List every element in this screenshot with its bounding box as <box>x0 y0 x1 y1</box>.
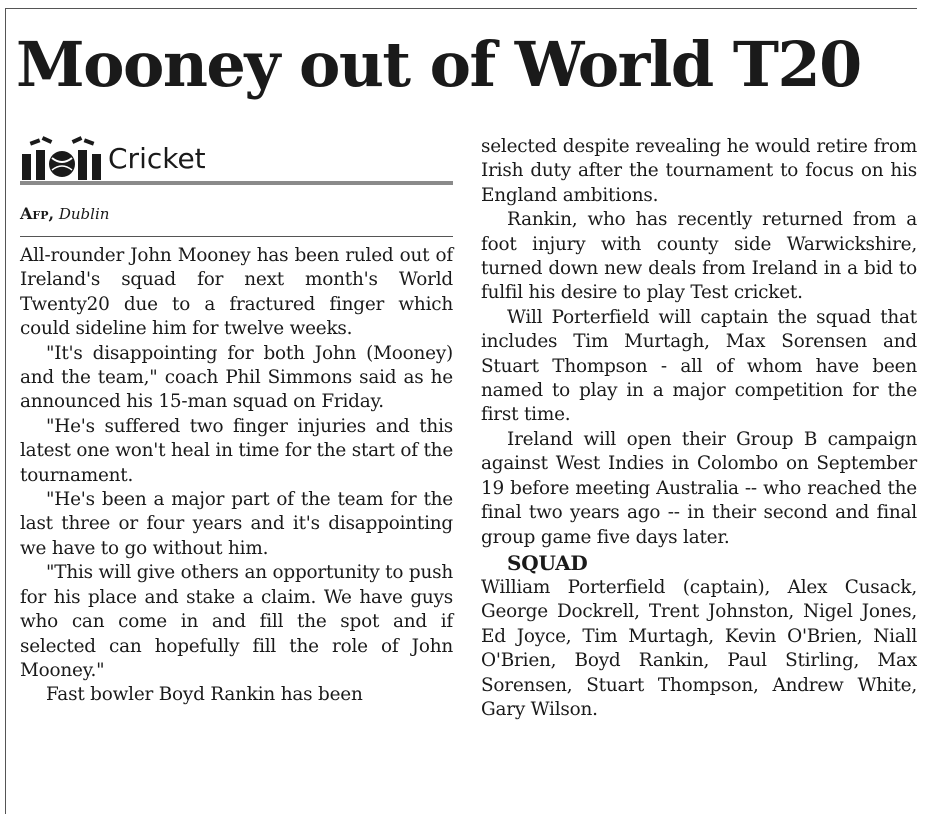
article-paragraph: selected despite revealing he would retire from Irish duty after the tournament to focus on his England ambitions. <box>481 136 917 206</box>
article-paragraph: "This will give others an opportunity to push for his place and stake a claim. We have guys who can come in and fill the spot and if selected can hopefully fill the role of John Mooney." <box>20 562 453 681</box>
byline-rule <box>20 236 453 237</box>
section-rule <box>20 181 453 185</box>
article-column-left <box>20 244 453 708</box>
squad-heading: SQUAD <box>507 550 588 575</box>
headline: Mooney out of World T20 <box>16 28 861 101</box>
article-column-right <box>481 135 917 722</box>
article-paragraph: Will Porterfield will captain the squad that includes Tim Murtagh, Max Sorensen and Stuart Thompson - all of whom have been named to play in a major competition for the first time. <box>481 306 917 426</box>
frame-border-left <box>5 8 6 814</box>
article-paragraph: "It's disappointing for both John (Mooney) and the team," coach Phil Simmons said as he announced his 15-man squad on Friday. <box>20 342 453 413</box>
article-paragraph: "He's been a major part of the team for the last three or four years and it's disappointing we have to go without him. <box>20 489 453 559</box>
article-paragraph: Rankin, who has recently returned from a foot injury with county side Warwickshire, turned down new deals from Ireland in a bid to fulfil his desire to play Test cricket. <box>481 209 917 304</box>
section-header <box>20 132 453 184</box>
article-paragraph: Ireland will open their Group B campaign against West Indies in Colombo on September 19 before meeting Australia -- who reached the final two years ago -- in their second and final group game five days later. <box>481 428 917 548</box>
frame-border-top <box>5 8 917 9</box>
byline-agency: Afp, <box>20 204 55 223</box>
article-paragraph: Fast bowler Boyd Rankin has been <box>46 684 363 706</box>
section-label: Cricket <box>108 142 206 175</box>
cricket-stumps-ball-icon <box>20 132 104 180</box>
byline-place: Dublin <box>58 205 110 223</box>
article-paragraph: All-rounder John Mooney has been ruled out of Ireland's squad for next month's World Twenty20 due to a fractured finger which could sideline him for twelve weeks. <box>20 245 453 340</box>
squad-list: William Porterfield (captain), Alex Cusack, George Dockrell, Trent Johnston, Nigel Jones, Ed Joyce, Tim Murtagh, Kevin O'Brien, Niall O'Brien, Boyd Rankin, Paul Stirling, Max Sorensen, Stuart Thompson, Andrew White, Gary Wilson. <box>481 576 917 720</box>
article-paragraph: "He's suffered two finger injuries and this latest one won't heal in time for the start of the tournament. <box>20 415 453 486</box>
byline <box>20 204 109 224</box>
